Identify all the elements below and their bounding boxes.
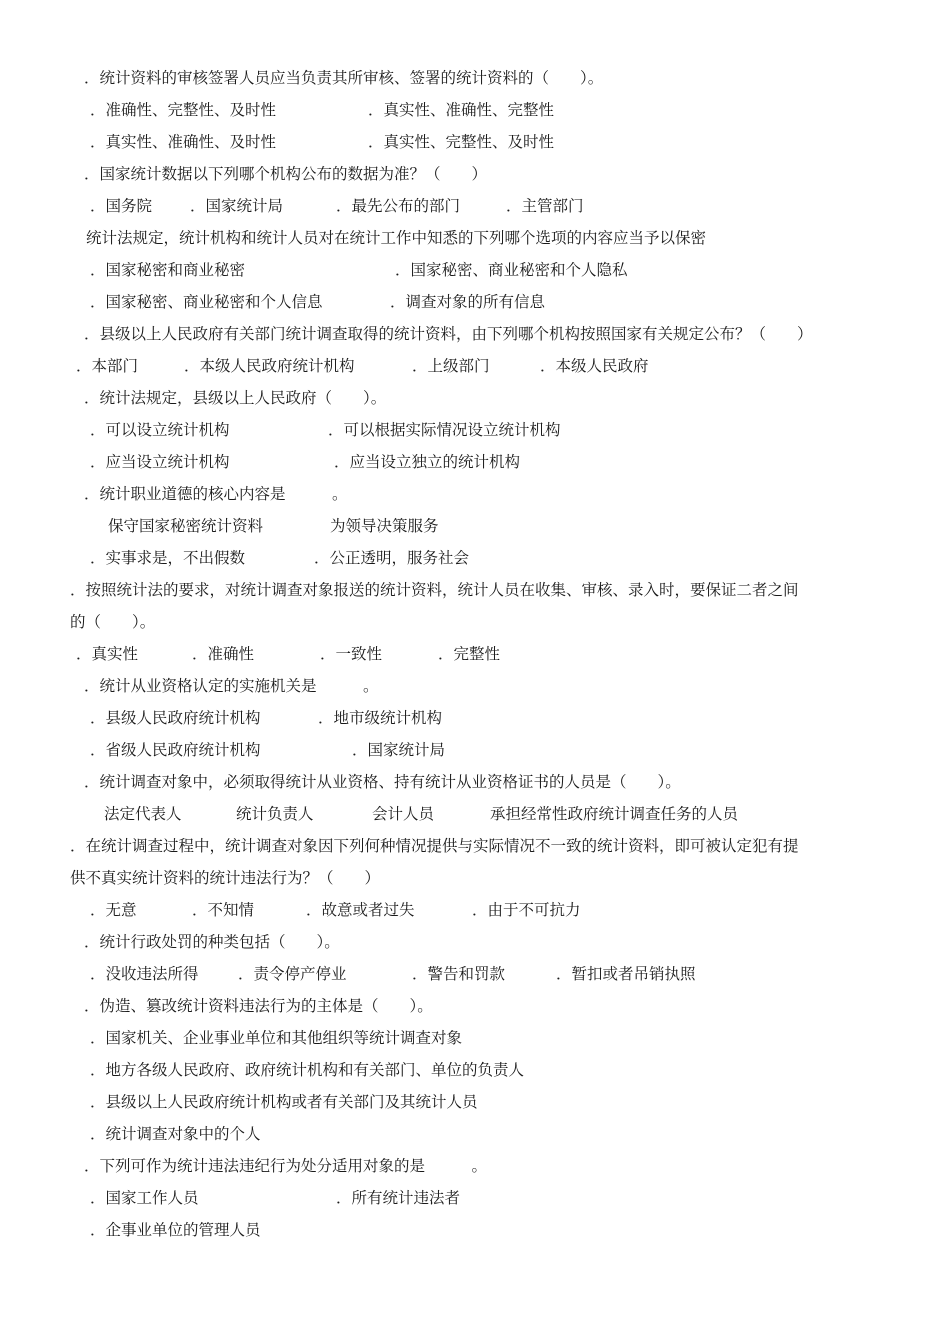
question-stem-line — [0, 770, 950, 794]
option-row — [0, 706, 950, 730]
answer-option: ．故意或者过失 — [306, 901, 415, 919]
question-stem-text: ．县级以上人民政府有关部门统计调查取得的统计资料，由下列哪个机构按照国家有关规定公布？（ ） — [84, 325, 813, 343]
answer-option: ．暂扣或者吊销执照 — [556, 965, 696, 983]
answer-option: ．统计调查对象中的个人 — [90, 1125, 261, 1143]
answer-option: ．县级以上人民政府统计机构或者有关部门及其统计人员 — [90, 1093, 478, 1111]
answer-option: ．地方各级人民政府、政府统计机构和有关部门、单位的负责人 — [90, 1061, 525, 1079]
answer-option: 统计负责人 — [236, 805, 314, 823]
answer-option: ．应当设立统计机构 — [90, 453, 230, 471]
answer-option: ．准确性 — [192, 645, 255, 663]
answer-option: ．本级人民政府统计机构 — [184, 357, 355, 375]
answer-option: ．地市级统计机构 — [318, 709, 443, 727]
question-stem-text: ．统计行政处罚的种类包括（ ）。 — [84, 933, 340, 951]
question-stem-text: ．伪造、篡改统计资料违法行为的主体是（ ）。 — [84, 997, 433, 1015]
option-row — [0, 962, 950, 986]
answer-option: ．最先公布的部门 — [336, 197, 461, 215]
question-stem-text: ．国家统计数据以下列哪个机构公布的数据为准？（ ） — [84, 165, 488, 183]
option-row — [0, 1122, 950, 1146]
question-stem-line — [0, 386, 950, 410]
question-stem-line — [0, 162, 950, 186]
answer-option: ．一致性 — [320, 645, 383, 663]
answer-option: ．不知情 — [192, 901, 255, 919]
question-stem-line — [0, 994, 950, 1018]
question-stem-text: ．统计资料的审核签署人员应当负责其所审核、签署的统计资料的（ ）。 — [84, 69, 604, 87]
answer-option: ．实事求是，不出假数 — [90, 549, 246, 567]
answer-option: ．县级人民政府统计机构 — [90, 709, 261, 727]
question-stem-text: ．按照统计法的要求，对统计调查对象报送的统计资料，统计人员在收集、审核、录入时，要保证二者之间 — [70, 581, 799, 599]
option-row — [0, 1218, 950, 1242]
option-row — [0, 418, 950, 442]
answer-option: ．国家秘密、商业秘密和个人隐私 — [395, 261, 628, 279]
question-stem-line — [0, 578, 950, 602]
answer-option: ．由于不可抗力 — [472, 901, 581, 919]
question-stem-text: 的（ ）。 — [70, 613, 156, 631]
option-row — [0, 898, 950, 922]
answer-option: ．本级人民政府 — [540, 357, 649, 375]
answer-option: ．警告和罚款 — [412, 965, 506, 983]
answer-option: 法定代表人 — [104, 805, 182, 823]
option-row — [0, 738, 950, 762]
option-row — [0, 514, 950, 538]
question-stem-line — [0, 610, 950, 634]
answer-option: ．所有统计违法者 — [336, 1189, 461, 1207]
option-row — [0, 1026, 950, 1050]
option-row — [0, 354, 950, 378]
question-stem-line — [0, 930, 950, 954]
option-row — [0, 802, 950, 826]
answer-option: 为领导决策服务 — [330, 517, 439, 535]
question-stem-text: ．下列可作为统计违法违纪行为处分适用对象的是 。 — [84, 1157, 488, 1175]
option-row — [0, 450, 950, 474]
question-stem-line — [0, 482, 950, 506]
answer-option: ．可以设立统计机构 — [90, 421, 230, 439]
answer-option: ．调查对象的所有信息 — [390, 293, 546, 311]
question-stem-text: ．统计职业道德的核心内容是 。 — [84, 485, 348, 503]
answer-option: ．准确性、完整性、及时性 — [90, 101, 277, 119]
question-stem-line — [0, 226, 950, 250]
answer-option: ．国家机关、企业事业单位和其他组织等统计调查对象 — [90, 1029, 463, 1047]
answer-option: ．应当设立独立的统计机构 — [334, 453, 521, 471]
answer-option: ．没收违法所得 — [90, 965, 199, 983]
option-row — [0, 98, 950, 122]
answer-option: ．可以根据实际情况设立统计机构 — [328, 421, 561, 439]
option-row — [0, 546, 950, 570]
question-stem-text: ．统计调查对象中，必须取得统计从业资格、持有统计从业资格证书的人员是（ ）。 — [84, 773, 681, 791]
answer-option: 承担经常性政府统计调查任务的人员 — [490, 805, 739, 823]
question-stem-text: 供不真实统计资料的统计违法行为？（ ） — [70, 869, 381, 887]
answer-option: ．国家秘密和商业秘密 — [90, 261, 246, 279]
answer-option: ．国务院 — [90, 197, 153, 215]
answer-option: ．国家秘密、商业秘密和个人信息 — [90, 293, 323, 311]
question-stem-line — [0, 866, 950, 890]
answer-option: 保守国家秘密统计资料 — [108, 517, 264, 535]
question-stem-text: ．统计法规定，县级以上人民政府（ ）。 — [84, 389, 387, 407]
option-row — [0, 642, 950, 666]
option-row — [0, 258, 950, 282]
answer-option: ．本部门 — [76, 357, 139, 375]
answer-option: ．企事业单位的管理人员 — [90, 1221, 261, 1239]
question-stem-line — [0, 674, 950, 698]
answer-option: ．无意 — [90, 901, 137, 919]
question-stem-text: ．在统计调查过程中，统计调查对象因下列何种情况提供与实际情况不一致的统计资料，即可被认定犯有提 — [70, 837, 799, 855]
option-row — [0, 130, 950, 154]
answer-option: ．责令停产停业 — [238, 965, 347, 983]
option-row — [0, 290, 950, 314]
option-row — [0, 1186, 950, 1210]
answer-option: ．国家统计局 — [190, 197, 284, 215]
answer-option: ．公正透明，服务社会 — [314, 549, 470, 567]
question-stem-line — [0, 322, 950, 346]
question-stem-line — [0, 66, 950, 90]
question-stem-text: 统计法规定，统计机构和统计人员对在统计工作中知悉的下列哪个选项的内容应当予以保密 — [86, 229, 707, 247]
answer-option: ．主管部门 — [506, 197, 584, 215]
option-row — [0, 1090, 950, 1114]
question-stem-line — [0, 834, 950, 858]
option-row — [0, 1058, 950, 1082]
answer-option: ．真实性、准确性、完整性 — [368, 101, 555, 119]
answer-option: ．国家统计局 — [352, 741, 446, 759]
answer-option: ．真实性 — [76, 645, 139, 663]
answer-option: ．国家工作人员 — [90, 1189, 199, 1207]
question-stem-line — [0, 1154, 950, 1178]
answer-option: ．真实性、准确性、及时性 — [90, 133, 277, 151]
answer-option: ．真实性、完整性、及时性 — [368, 133, 555, 151]
question-stem-text: ．统计从业资格认定的实施机关是 。 — [84, 677, 379, 695]
answer-option: ．省级人民政府统计机构 — [90, 741, 261, 759]
answer-option: 会计人员 — [372, 805, 435, 823]
answer-option: ．上级部门 — [412, 357, 490, 375]
answer-option: ．完整性 — [438, 645, 501, 663]
option-row — [0, 194, 950, 218]
